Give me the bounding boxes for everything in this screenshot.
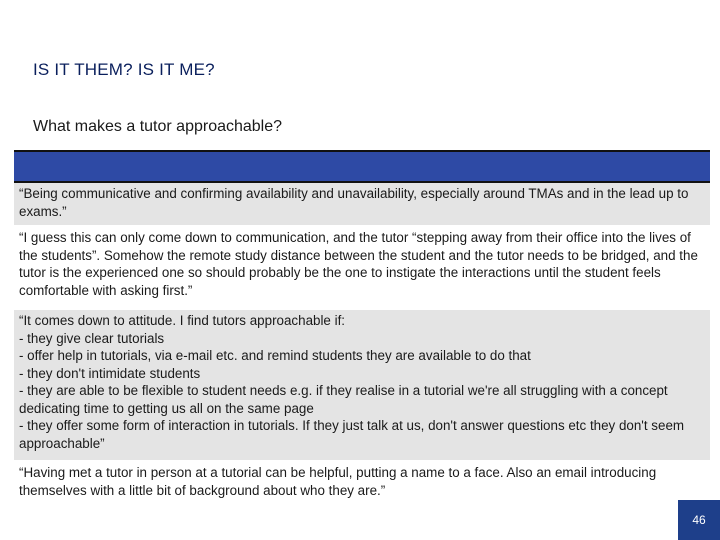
quote-table xyxy=(14,150,710,506)
slide-subtitle: What makes a tutor approachable? xyxy=(33,118,283,135)
quote-row: “I guess this can only come down to communication, and the tutor “stepping away from their office into the lives of the students”. Somehow the remote study distance between the student and the tutor needs to be bridged, and the tutor is the experienced one so should probably be the one to instigate the interactions until the student feels comfortable with asking first.” xyxy=(14,227,710,310)
slide-title: IS IT THEM? IS IT ME? xyxy=(33,60,215,79)
page-number-box xyxy=(678,500,720,540)
quote-row: “Having met a tutor in person at a tutorial can be helpful, putting a name to a face. Also an email introducing themselves with a little bit of background about who they are.” xyxy=(14,462,710,506)
quote-row: “It comes down to attitude. I find tutors approachable if: - they give clear tutorials - offer help in tutorials, via e-mail etc. and remind students they are available to do that - they don't intimidate students - they are able to be flexible to student needs e.g. if they realise in a tutorial we're all struggling with a concept dedicating time to getting us all on the same page - they offer some form of interaction in tutorials. If they just talk at us, don't answer questions etc they don't seem approachable” xyxy=(14,310,710,462)
table-header-bar xyxy=(14,150,710,183)
quote-row: “Being communicative and confirming availability and unavailability, especially around TMAs and in the lead up to exams.” xyxy=(14,183,710,227)
page-number: 46 xyxy=(692,513,706,527)
